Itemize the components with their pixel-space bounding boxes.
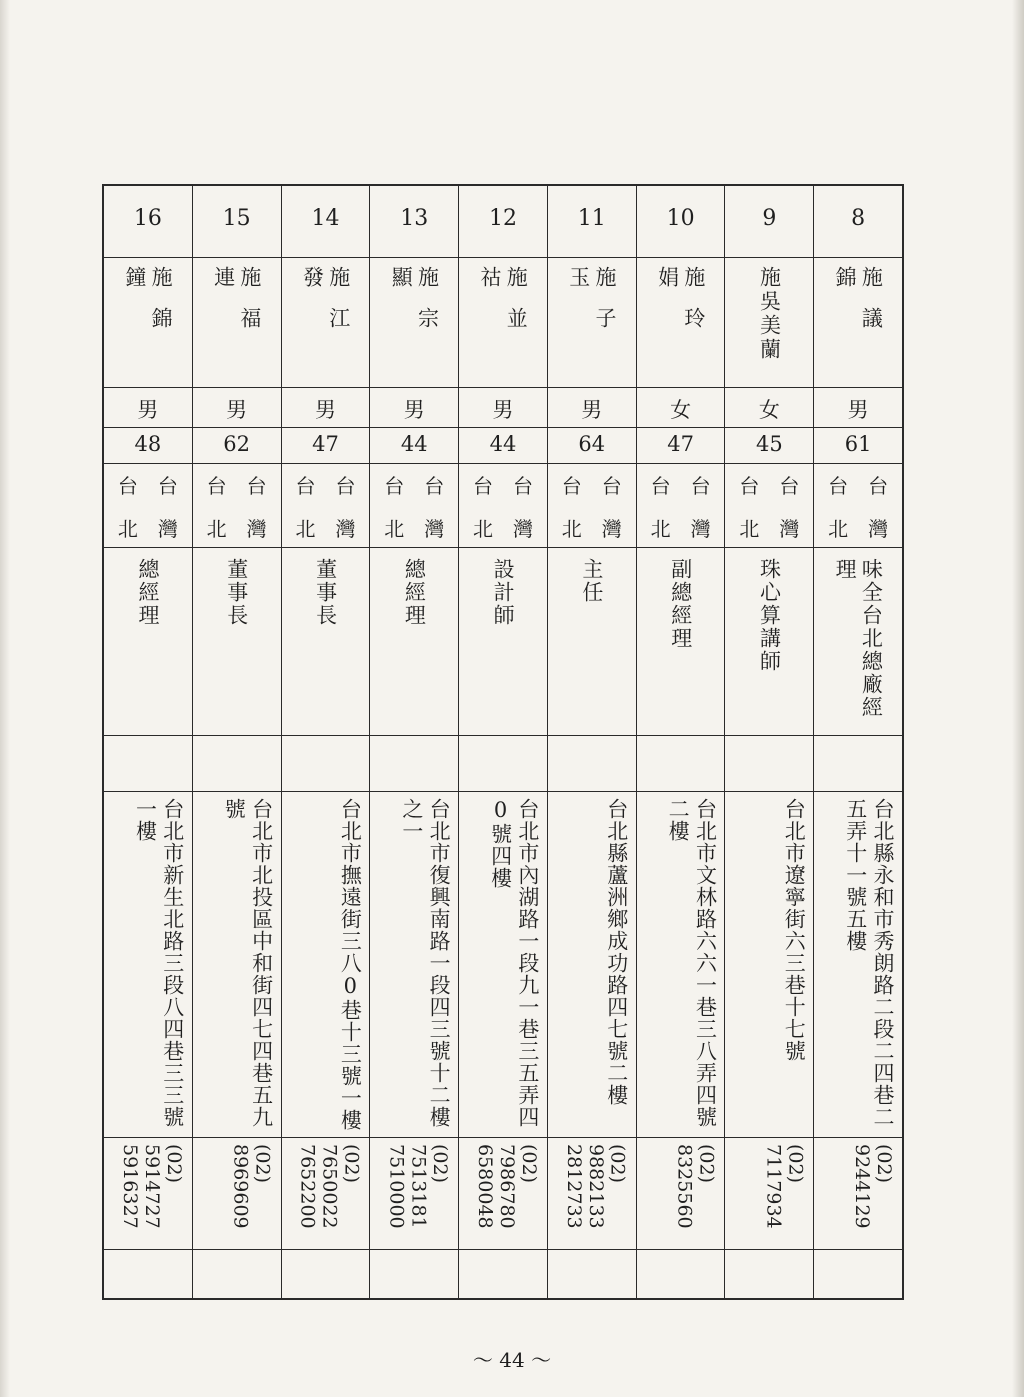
page-edge-right [1012,0,1024,1397]
address: 台北縣永和市秀朗路二段二四巷二五弄十一號五樓 [843,798,896,1128]
origin-right-char-1: 台 [690,474,711,498]
origin-left [562,470,582,542]
origin-right [868,470,888,542]
origin-left-char-1: 台 [739,474,760,498]
occupation: 主任 [579,558,604,604]
origin-right-char-2: 灣 [868,517,889,541]
origin-left [207,470,227,542]
address: 台北市內湖路一段九一巷三五弄四0號四樓 [488,798,540,1128]
address: 台北市北投區中和街四七四巷五九號 [222,798,274,1128]
origin-left-char-1: 台 [117,474,138,498]
person-sex: 男 [581,398,603,422]
origin-right-char-2: 灣 [424,517,445,541]
origin-left-char-1: 台 [295,474,316,498]
person-age: 44 [489,432,517,456]
origin-right [513,470,533,542]
origin-right [424,470,444,542]
origin-cell [814,464,902,548]
origin-right [602,470,622,542]
occupation: 副總經理 [668,558,693,650]
sex-cell [459,388,547,428]
origin-right-char-1: 台 [868,474,889,498]
number-cell [370,186,458,258]
origin-right-char-1: 台 [157,474,178,498]
person-sex: 女 [758,398,780,422]
note-cell [725,1250,813,1298]
table-columns [104,186,902,1298]
person-sex: 女 [670,398,692,422]
person-sex: 男 [492,398,514,422]
person-name: 施錦鐘 [122,266,174,348]
address-cell [637,792,725,1138]
phone-cell [548,1138,636,1250]
phone: (02) 7986780 6580048 [474,1144,540,1229]
person-age: 48 [134,432,162,456]
table-column [104,186,192,1298]
address-cell [725,792,813,1138]
phone-cell [193,1138,281,1250]
origin-text [104,470,192,542]
blank-cell [637,736,725,792]
origin-right [247,470,267,542]
entry-number: 10 [666,206,695,231]
origin-right-char-2: 灣 [779,517,800,541]
origin-cell [282,464,370,548]
origin-cell [637,464,725,548]
number-cell [459,186,547,258]
person-age: 61 [844,432,872,456]
occupation-cell [104,548,192,736]
blank-cell [193,736,281,792]
origin-left-char-2: 北 [561,517,582,541]
sex-cell [193,388,281,428]
number-cell [814,186,902,258]
origin-left-char-1: 台 [561,474,582,498]
origin-text [548,470,636,542]
person-age: 47 [667,432,694,456]
phone-cell [637,1138,725,1250]
origin-cell [104,464,192,548]
origin-left-char-2: 北 [206,517,227,541]
person-name: 施玲娟 [655,266,706,348]
age-cell [725,428,813,464]
age-cell [370,428,458,464]
number-cell [104,186,192,258]
entry-number: 15 [222,206,251,231]
occupation: 味全台北總廠經理 [833,558,884,719]
sex-cell [814,388,902,428]
occupation-cell [637,548,725,736]
occupation: 董事長 [224,558,249,627]
name-cell [104,258,192,388]
origin-text [637,470,725,542]
page-edge-left [0,0,10,1397]
origin-left-char-2: 北 [739,517,760,541]
number-cell [548,186,636,258]
phone: (02) 7513181 7510000 [385,1144,452,1229]
person-name: 施子玉 [566,266,618,348]
origin-left [828,470,848,542]
age-cell [548,428,636,464]
origin-left [295,470,315,542]
person-age: 64 [578,432,606,456]
occupation-cell [725,548,813,736]
phone: (02) 7117934 [762,1144,807,1229]
origin-text [370,470,458,542]
address: 台北縣蘆洲鄉成功路四七號二樓 [604,798,629,1106]
address: 台北市撫遠街三八0巷十三號一樓 [338,798,363,1131]
phone-cell [814,1138,902,1250]
name-cell [370,258,458,388]
origin-right-char-1: 台 [424,474,445,498]
address: 台北市遼寧街六三巷十七號 [782,798,807,1062]
origin-left-char-2: 北 [117,517,138,541]
blank-cell [814,736,902,792]
note-cell [282,1250,370,1298]
phone: (02) 7650022 7652200 [296,1144,363,1229]
person-sex: 男 [847,398,869,422]
address: 台北市復興南路一段四三號十二樓之一 [399,798,452,1128]
occupation-cell [193,548,281,736]
table-column [369,186,458,1298]
number-cell [637,186,725,258]
occupation-cell [814,548,902,736]
table-column [813,186,902,1298]
person-name: 施吳美蘭 [757,266,782,362]
occupation-cell [459,548,547,736]
age-cell [193,428,281,464]
blank-cell [548,736,636,792]
origin-left-char-2: 北 [828,517,849,541]
entry-number: 11 [577,206,606,231]
person-age: 44 [400,432,428,456]
number-cell [193,186,281,258]
origin-left-char-2: 北 [295,517,316,541]
occupation: 設計師 [491,558,516,627]
origin-right [691,470,711,542]
entry-number: 16 [133,206,162,231]
origin-text [193,470,281,542]
person-name: 施宗顯 [389,266,440,348]
origin-right-char-2: 灣 [690,517,711,541]
table-column [458,186,547,1298]
number-cell [282,186,370,258]
origin-left-char-1: 台 [473,474,494,498]
origin-left [118,470,138,542]
origin-right [335,470,355,542]
note-cell [459,1250,547,1298]
origin-right-char-2: 灣 [601,517,622,541]
name-cell [548,258,636,388]
person-name: 施並祜 [478,266,529,348]
sex-cell [282,388,370,428]
origin-left [384,470,404,542]
origin-right-char-1: 台 [513,474,534,498]
phone-cell [282,1138,370,1250]
member-table [102,184,904,1300]
person-sex: 男 [314,398,336,422]
age-cell [459,428,547,464]
origin-text [282,470,370,542]
sex-cell [725,388,813,428]
table-column [636,186,725,1298]
blank-cell [104,736,192,792]
name-cell [282,258,370,388]
entry-number: 14 [311,206,340,231]
phone: (02) 8969609 [229,1144,274,1229]
origin-right-char-1: 台 [335,474,356,498]
origin-cell [193,464,281,548]
sex-cell [370,388,458,428]
origin-right-char-1: 台 [779,474,800,498]
origin-left [739,470,759,542]
entry-number: 9 [762,206,777,231]
address-cell [282,792,370,1138]
occupation: 董事長 [313,558,338,627]
origin-right-char-2: 灣 [246,517,267,541]
occupation-cell [282,548,370,736]
person-sex: 男 [137,398,159,422]
name-cell [459,258,547,388]
blank-cell [282,736,370,792]
person-sex: 男 [403,398,425,422]
phone-cell [370,1138,458,1250]
origin-left-char-2: 北 [473,517,494,541]
origin-right-char-1: 台 [601,474,622,498]
note-cell [814,1250,902,1298]
origin-text [814,470,902,542]
blank-cell [459,736,547,792]
origin-cell [459,464,547,548]
origin-left-char-1: 台 [828,474,849,498]
phone-cell [725,1138,813,1250]
name-cell [193,258,281,388]
origin-right-char-1: 台 [246,474,267,498]
person-name: 施福連 [211,266,262,348]
note-cell [548,1250,636,1298]
origin-left-char-2: 北 [384,517,405,541]
person-age: 62 [223,432,251,456]
occupation: 總經理 [402,558,427,627]
address-cell [104,792,192,1138]
phone: (02) 9882133 2812733 [563,1144,629,1229]
person-name: 施議錦 [833,266,884,348]
note-cell [637,1250,725,1298]
entry-number: 12 [489,206,518,231]
phone-cell [104,1138,192,1250]
occupation: 總經理 [136,558,161,627]
origin-cell [548,464,636,548]
person-name: 施江發 [300,266,351,348]
address: 台北市新生北路三段八四巷三三號一樓 [133,798,185,1128]
table-column [281,186,370,1298]
origin-left-char-2: 北 [650,517,671,541]
name-cell [725,258,813,388]
origin-cell [725,464,813,548]
note-cell [370,1250,458,1298]
sex-cell [637,388,725,428]
number-cell [725,186,813,258]
address-cell [548,792,636,1138]
address-cell [193,792,281,1138]
occupation: 珠心算講師 [757,558,782,673]
address-cell [459,792,547,1138]
origin-cell [370,464,458,548]
origin-text [459,470,547,542]
note-cell [104,1250,192,1298]
origin-left-char-1: 台 [384,474,405,498]
phone: (02) 9244129 [851,1144,896,1229]
phone-cell [459,1138,547,1250]
phone: (02) 5914727 5916327 [119,1144,185,1229]
age-cell [104,428,192,464]
origin-right-char-2: 灣 [157,517,178,541]
origin-right-char-2: 灣 [335,517,356,541]
occupation-cell [548,548,636,736]
origin-text [725,470,813,542]
table-column [547,186,636,1298]
address-cell [814,792,902,1138]
entry-number: 13 [400,206,429,231]
blank-cell [725,736,813,792]
sex-cell [548,388,636,428]
occupation-cell [370,548,458,736]
phone: (02) 8325560 [673,1144,718,1229]
origin-right [158,470,178,542]
origin-left-char-1: 台 [650,474,671,498]
origin-left [473,470,493,542]
age-cell [814,428,902,464]
origin-left [651,470,671,542]
sex-cell [104,388,192,428]
blank-cell [370,736,458,792]
age-cell [282,428,370,464]
person-sex: 男 [226,398,248,422]
person-age: 45 [755,432,783,456]
table-column [192,186,281,1298]
origin-right [779,470,799,542]
origin-right-char-2: 灣 [513,517,534,541]
name-cell [637,258,725,388]
page-number: ～ 44 ～ [472,1348,552,1372]
address-cell [370,792,458,1138]
address: 台北市文林路六六一巷三八弄四號二樓 [666,798,718,1128]
entry-number: 8 [851,206,866,231]
age-cell [637,428,725,464]
name-cell [814,258,902,388]
table-column [724,186,813,1298]
note-cell [193,1250,281,1298]
person-age: 47 [312,432,339,456]
origin-left-char-1: 台 [206,474,227,498]
